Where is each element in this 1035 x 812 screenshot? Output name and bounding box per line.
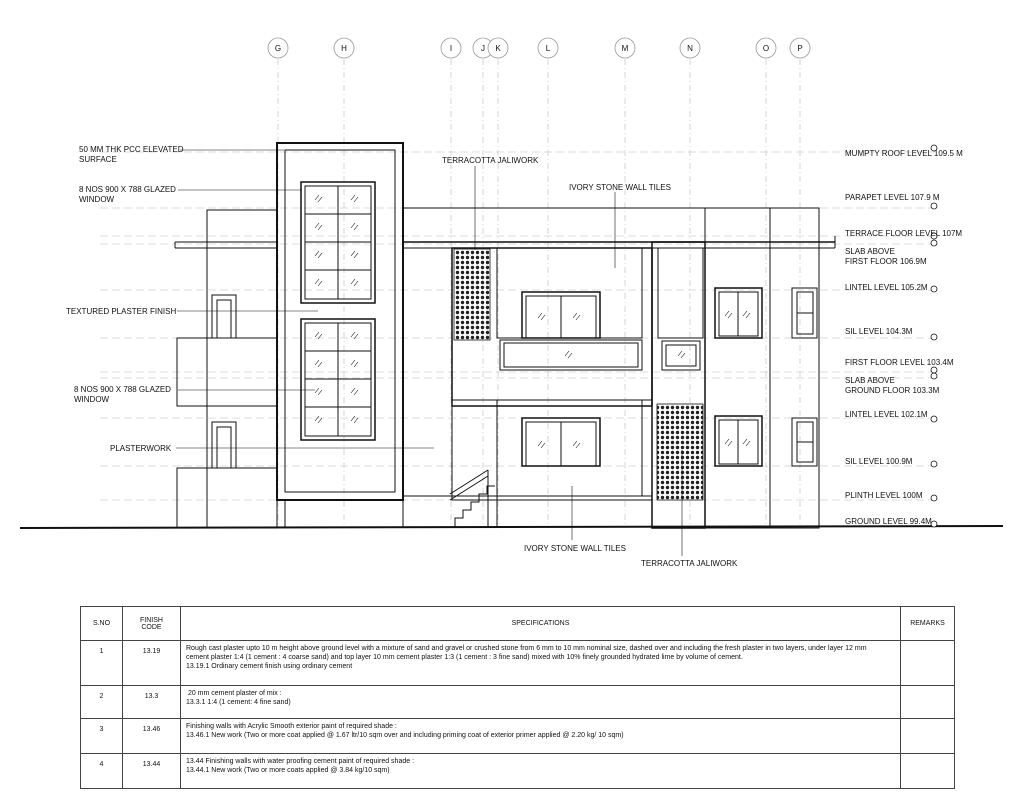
level-markers bbox=[931, 145, 937, 527]
cell-code: 13.19 bbox=[123, 641, 181, 686]
grid-label: M bbox=[621, 44, 629, 53]
callout-plasterwork: PLASTERWORK bbox=[110, 444, 172, 453]
grid-bubble-k bbox=[488, 38, 508, 58]
cell-spec: Finishing walls with Acrylic Smooth exterior paint of required shade : 13.46.1 New work (Two or more coat applied @ 1.67 ltr/10 sqm over and including priming coat of exterior primer applied @ 2.20 kg/ 10 sqm) bbox=[181, 719, 901, 754]
level-lintel-upper: LINTEL LEVEL 105.2M bbox=[845, 283, 928, 292]
cell-spec: Rough cast plaster upto 10 m height above ground level with a mixture of sand and gravel or crushed stone from 6 mm to 10 mm nominal size, dashed over and including the fresh plaster in two layers, under layer 12 mm cement plaster 1:4 (1 cement : 4 coarse sand) and top layer 10 mm cement plaster 1:3 (1 cement : 3 fine sand) mixed with 10% finely grounded hydrated lime by volume of cement. 13.19.1 Ordinary cement finish using ordinary cement bbox=[181, 641, 901, 686]
level-first-floor: FIRST FLOOR LEVEL 103.4M bbox=[845, 358, 954, 367]
grid-label: I bbox=[449, 44, 453, 53]
callout-pcc: 50 MM THK PCC ELEVATED SURFACE bbox=[79, 145, 184, 164]
callout-plaster-finish: TEXTURED PLASTER FINISH bbox=[66, 307, 177, 316]
cell-sno: 4 bbox=[81, 754, 123, 789]
ground-line bbox=[20, 526, 1003, 528]
grid-bubble-o bbox=[756, 38, 776, 58]
table-header-row bbox=[81, 607, 955, 641]
callout-tiles-top: IVORY STONE WALL TILES bbox=[569, 183, 671, 192]
grid-label: K bbox=[495, 44, 501, 53]
cell-remarks bbox=[901, 719, 955, 754]
cell-remarks bbox=[901, 641, 955, 686]
cell-sno: 2 bbox=[81, 686, 123, 719]
level-slab-gf: SLAB ABOVE GROUND FLOOR 103.3M bbox=[845, 376, 940, 395]
level-lintel-lower: LINTEL LEVEL 102.1M bbox=[845, 410, 928, 419]
grid-bubble-m bbox=[615, 38, 635, 58]
level-mumpty: MUMPTY ROOF LEVEL 109.5 M bbox=[845, 149, 963, 158]
callout-tiles-bottom: IVORY STONE WALL TILES bbox=[524, 544, 626, 553]
table-row bbox=[81, 686, 955, 719]
header-specifications: SPECIFICATIONS bbox=[181, 607, 901, 641]
grid-bubble-i bbox=[441, 38, 461, 58]
grid-bubble-l bbox=[538, 38, 558, 58]
table-row bbox=[81, 719, 955, 754]
cell-code: 13.3 bbox=[123, 686, 181, 719]
grid-label: P bbox=[797, 44, 803, 53]
cell-sno: 1 bbox=[81, 641, 123, 686]
callout-window-lower: 8 NOS 900 X 788 GLAZED WINDOW bbox=[74, 385, 171, 404]
grid-label: O bbox=[762, 44, 770, 53]
jali-panel-lower bbox=[657, 404, 703, 500]
level-terrace: TERRACE FLOOR LEVEL 107M bbox=[845, 229, 963, 238]
level-ground: GROUND LEVEL 99.4M bbox=[845, 517, 932, 526]
grid-bubbles bbox=[268, 38, 810, 58]
callout-jali-bottom: TERRACOTTA JALIWORK bbox=[641, 559, 738, 568]
cell-sno: 3 bbox=[81, 719, 123, 754]
level-sil-upper: SIL LEVEL 104.3M bbox=[845, 327, 913, 336]
grid-label: N bbox=[687, 44, 693, 53]
grid-bubble-g bbox=[268, 38, 288, 58]
cell-remarks bbox=[901, 754, 955, 789]
mid-callouts bbox=[475, 166, 682, 556]
cell-code: 13.44 bbox=[123, 754, 181, 789]
grid-label: G bbox=[274, 44, 282, 53]
callout-jali-top: TERRACOTTA JALIWORK bbox=[442, 156, 539, 165]
cell-spec: 20 mm cement plaster of mix : 13.3.1 1:4 (1 cement: 4 fine sand) bbox=[181, 686, 901, 719]
grid-bubble-n bbox=[680, 38, 700, 58]
grid-label: H bbox=[341, 44, 347, 53]
level-plinth: PLINTH LEVEL 100M bbox=[845, 491, 923, 500]
jali-panel-upper bbox=[454, 249, 490, 340]
header-finish-code: FINISH CODE bbox=[123, 607, 181, 641]
grid-lines bbox=[278, 59, 800, 528]
finish-spec-table bbox=[80, 606, 955, 789]
grid-label: L bbox=[545, 44, 551, 53]
level-parapet: PARAPET LEVEL 107.9 M bbox=[845, 193, 940, 202]
level-slab-ff: SLAB ABOVE FIRST FLOOR 106.9M bbox=[845, 247, 927, 266]
table-row bbox=[81, 754, 955, 789]
header-remarks: REMARKS bbox=[901, 607, 955, 641]
cell-spec: 13.44 Finishing walls with water proofing cement paint of required shade : 13.44.1 New work (Two or more coats applied @ 3.84 kg/10 sqm) bbox=[181, 754, 901, 789]
callout-window-upper: 8 NOS 900 X 788 GLAZED WINDOW bbox=[79, 185, 176, 204]
grid-bubble-p bbox=[790, 38, 810, 58]
grid-bubble-h bbox=[334, 38, 354, 58]
table-row bbox=[81, 641, 955, 686]
level-sil-lower: SIL LEVEL 100.9M bbox=[845, 457, 913, 466]
grid-label: J bbox=[481, 44, 485, 53]
cell-code: 13.46 bbox=[123, 719, 181, 754]
header-sno: S.NO bbox=[81, 607, 123, 641]
cell-remarks bbox=[901, 686, 955, 719]
